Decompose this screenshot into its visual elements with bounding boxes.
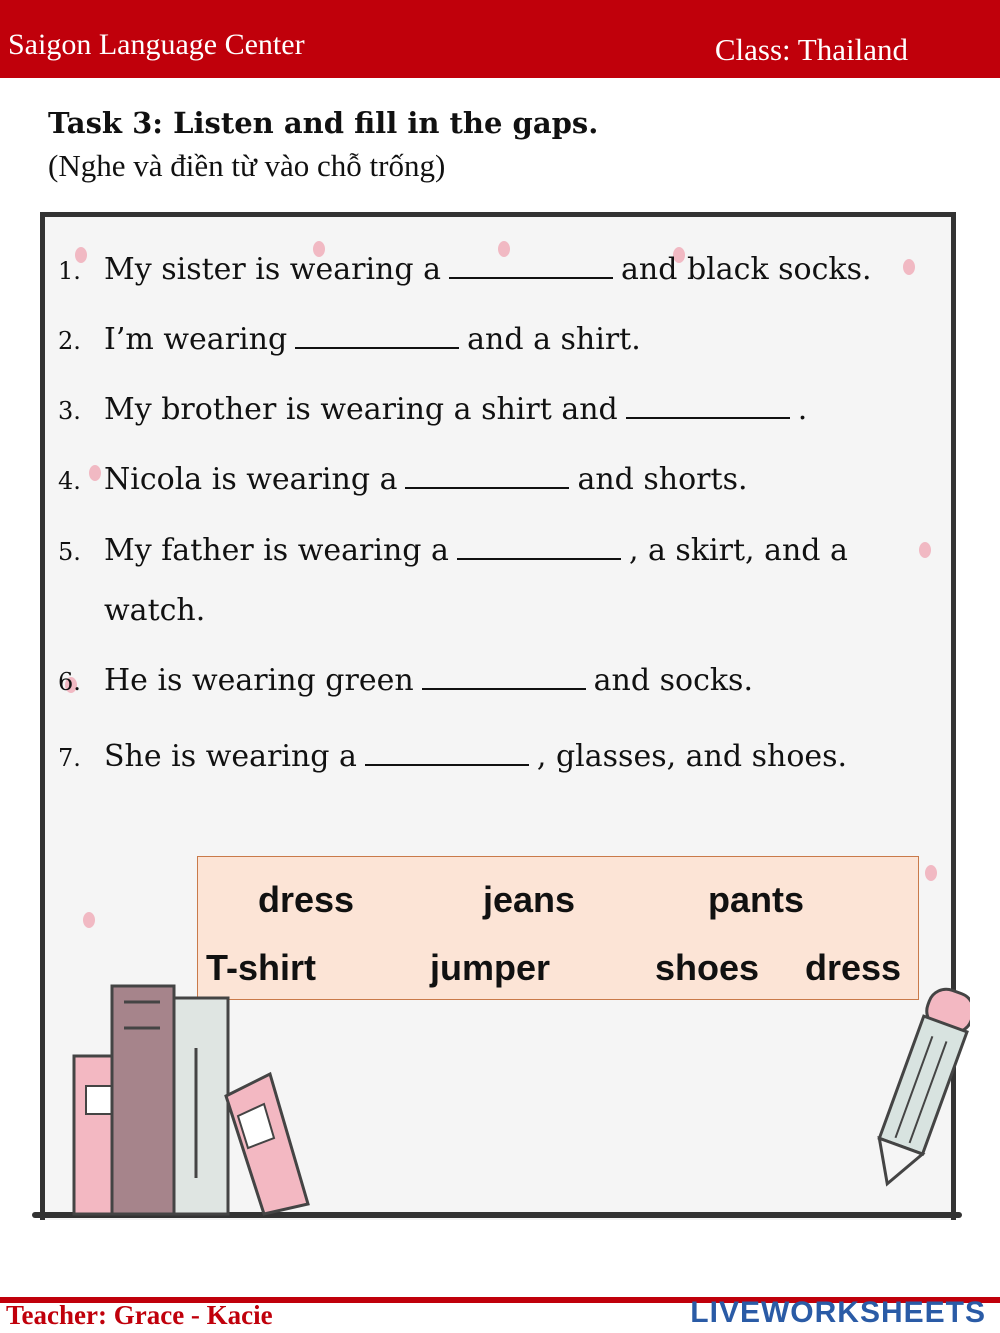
word-bank-item: dress xyxy=(805,947,902,988)
question-2: 2. I’m wearing and a shirt. xyxy=(58,322,641,357)
header-bar xyxy=(0,0,1000,78)
question-3: 3. My brother is wearing a shirt and . xyxy=(58,392,808,427)
word-bank-item: dress xyxy=(258,879,355,920)
question-number: 1. xyxy=(58,257,81,285)
decor-dot xyxy=(919,542,931,558)
mauve-book xyxy=(112,986,174,1214)
question-number: 7. xyxy=(58,744,81,772)
question-number: 6. xyxy=(58,668,81,696)
class-label: Class: Thailand xyxy=(714,32,908,67)
decor-dot xyxy=(83,912,95,928)
answer-blank[interactable] xyxy=(365,763,529,766)
answer-blank[interactable] xyxy=(422,687,586,690)
question-number: 4. xyxy=(58,467,81,495)
answer-blank[interactable] xyxy=(405,486,569,489)
answer-blank[interactable] xyxy=(457,557,621,560)
word-bank-item: T-shirt xyxy=(206,947,317,988)
word-bank-item: jeans xyxy=(483,879,576,920)
pencil-body xyxy=(879,1016,967,1154)
word-bank-item: shoes xyxy=(655,947,760,988)
liveworksheets-logo: LIVEWORKSHEETS xyxy=(690,1296,986,1329)
pencil-illustration xyxy=(860,975,970,1195)
books-illustration xyxy=(60,978,320,1216)
question-number: 3. xyxy=(58,397,81,425)
task-subtitle: (Nghe và điền từ vào chỗ trống) xyxy=(48,148,446,183)
question-7: 7. She is wearing a , glasses, and shoes. xyxy=(58,739,848,774)
question-number: 5. xyxy=(58,538,81,566)
question-5-continuation: watch. xyxy=(104,593,206,628)
decor-dot xyxy=(903,259,915,275)
teacher-name: Teacher: Grace - Kacie xyxy=(6,1300,273,1330)
word-bank-item: pants xyxy=(708,879,805,920)
answer-blank[interactable] xyxy=(626,416,790,419)
question-4: 4. Nicola is wearing a and shorts. xyxy=(58,462,748,497)
question-number: 2. xyxy=(58,327,81,355)
grey-book xyxy=(174,998,228,1214)
answer-blank[interactable] xyxy=(449,276,613,279)
leaning-book xyxy=(226,1074,308,1214)
answer-blank[interactable] xyxy=(295,346,459,349)
task-title: Task 3: Listen and fill in the gaps. xyxy=(48,106,599,140)
question-6: 6. He is wearing green and socks. xyxy=(58,663,753,698)
question-1: 1. My sister is wearing a and black socks. xyxy=(58,252,872,287)
word-bank-item: jumper xyxy=(430,947,551,988)
decor-dot xyxy=(925,865,937,881)
question-5: 5. My father is wearing a , a skirt, and a xyxy=(58,533,848,568)
school-name: Saigon Language Center xyxy=(8,28,305,61)
